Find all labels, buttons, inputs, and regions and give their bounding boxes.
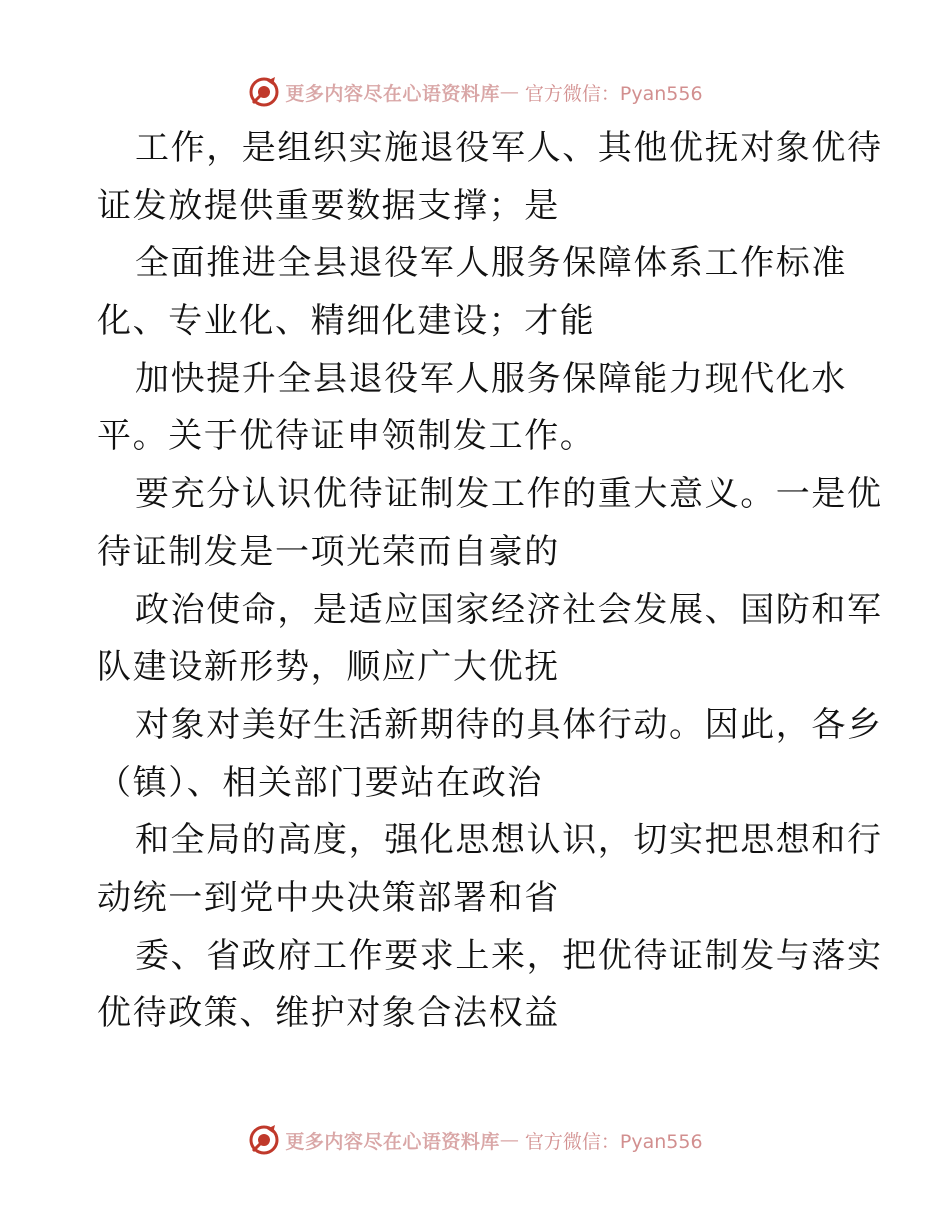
paragraph — [97, 466, 883, 581]
paragraph-line: 平。关于优待证申领制发工作。 — [97, 416, 596, 457]
paragraph-line: 对象对美好生活新期待的具体行动。因此，各乡 — [135, 704, 883, 745]
footer-separator: — — [499, 1129, 519, 1151]
header-wechat-text: 官方微信：Pyan556 — [524, 82, 703, 105]
paragraph-line: 待证制发是一项光荣而自豪的 — [97, 531, 560, 572]
paragraph — [97, 120, 883, 235]
paragraph-line: 动统一到党中央决策部署和省 — [97, 877, 560, 918]
paragraph-line: 和全局的高度，强化思想认识，切实把思想和行 — [135, 820, 883, 861]
paragraph-line: 工作，是组织实施退役军人、其他优抚对象优待 — [135, 128, 883, 168]
footer-brand-text: 更多内容尽在心语资料库 — [285, 1130, 500, 1153]
paragraph — [97, 351, 857, 466]
paragraph-line: 要充分认识优待证制发工作的重大意义。一是优 — [135, 474, 883, 515]
brand-logo-icon — [247, 1123, 281, 1157]
header-watermark-banner — [0, 72, 950, 112]
paragraph-line: 加快提升全县退役军人服务保障能力现代化水 — [135, 358, 847, 399]
header-brand-text: 更多内容尽在心语资料库 — [285, 82, 500, 105]
footer-wechat-text: 官方微信：Pyan556 — [524, 1130, 703, 1153]
header-separator: — — [499, 81, 519, 103]
paragraph — [97, 697, 883, 812]
paragraph — [97, 928, 883, 1043]
paragraph — [97, 235, 857, 350]
paragraph-line: 委、省政府工作要求上来，把优待证制发与落实 — [135, 935, 883, 976]
paragraph — [97, 582, 883, 697]
document-body — [97, 120, 883, 1043]
paragraph-line: 化、专业化、精细化建设；才能 — [97, 301, 596, 342]
footer-watermark-banner — [0, 1120, 950, 1160]
paragraph-line: 全面推进全县退役军人服务保障体系工作标准 — [135, 243, 847, 284]
paragraph-line: 优待政策、维护对象合法权益 — [97, 993, 560, 1034]
paragraph-line: 证发放提供重要数据支撑；是 — [97, 185, 560, 226]
paragraph — [97, 812, 883, 927]
paragraph-line: （镇）、相关部门要站在政治 — [97, 762, 543, 803]
paragraph-line: 政治使命，是适应国家经济社会发展、国防和军 — [135, 589, 883, 630]
brand-logo-icon — [247, 75, 281, 109]
paragraph-line: 队建设新形势，顺应广大优抚 — [97, 647, 560, 688]
